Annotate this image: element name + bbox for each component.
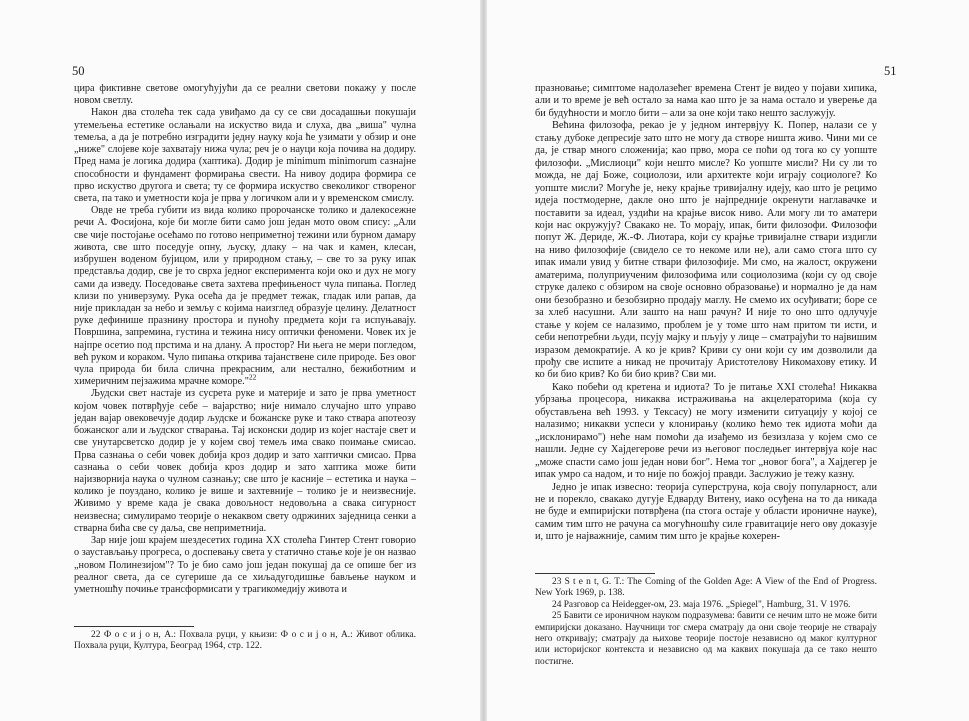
paragraph: Већина филозофа, рекао је у једном интервјуу К. Попер, налази се у стању дубоке депресије зато што не могу да створе ништа живо. Чини ми се да, је ствар много сложенија; као прво, мора се поћи од тога ко су уопште филозофи. „Мислиоци" који нешто мисле? Ко уопште мисли? Ни су ли то можда, не дај Боже, социолози, или архитекте који играју социологе? Ко уопште мисли? Могуће је, неку крајње тривијалну идеју, као што је рецимо идеја постмодерне, дакле оно што је најпрeдније окренути наглавачке и поставити за идеал, уздићи на крајње висок ниво. Али могу ли то аматери који нас окружују? Свакако не. То морају, ипак, бити филозофи. Филозофи попут Ж. Дериде, Ж.-Ф. Лиотара, који су крајње тривијалне ствари издигли на ниво филозофије (свидело се то некоме или не), али само стога што су ипак имали увид у битне ствари филозофије. Ми смо, на жалост, окружени аматерима, полуприученим филозофима или социолозима (који су од своје струке далеко с обзиром на своје основно образовање) и нормално је да нам они безобразно и безобзирно продају маглу. Не смемо их осуђивати; боре се за хлеб насушни. Али зашто на наш рачун? И није то оно што одлучује стање у којем се налазимо, проблем је у томе што нам притом ти исти, и себи непотребни људи, псују мајку и пљују у лице – сматрајући то највишим изразом демократије. А ко је крив? Криви су они који су им дозволили да прођу све испите а никад не прочитају Аристотелову Никомахову етику. И ко би био крив? Ко би био крив? Сви ми. xyxy=(535,120,877,381)
footnote: 25 Бавити се ироничном науком подразумева: бавити се нечим што не може бити емпиријски доказано. Научници тог смера сматрају да они своје теорије не стварају него откривају; сматрају да њихове теорије постоје независно од маког културног или историјског контекста и независно од ма каквих покушаја да се тако нешто постигне. xyxy=(535,611,877,667)
paragraph: Након два столећа тек сада увиђамо да су се сви досадашњи покушаји утемељења естетике ослањали на искуство вида и слуха, два „виша" чулна темеља, а да је потребно изградити једну науку која ће узимати у обзир и оне „ниже" слојеве које захватају нижа чула; реч је о науци која почива на додиру. Пред нама је логика додира (хаптика). Додир је minimum minimorum сазнајне способности и фундамент формирања свести. На нивоу додира формира се прво искуство другога и света; ту се формира искуство свеколиког створеног света, па тако и уметности која је прва у логичком али и у временском смислу. xyxy=(74,107,416,204)
body-text xyxy=(535,83,877,544)
footnote-ref: 22 xyxy=(248,372,257,382)
paragraph: празновање; симптоме надолазећег времена Стент је видео у појави хипика, али и то време је већ остало за нама као што је за нама остало и уверење да би будућности и могло бити – али за оне који тако нешто заслужују. xyxy=(535,83,877,119)
body-text xyxy=(74,83,416,596)
footnote-rule xyxy=(74,626,194,627)
paragraph-text: Овде не треба губити из вида колико пророчанске толико и далекосежне речи А. Фосијона, које би могле бити само још један мото овом спису: „Али све чије постојање осећамо по готово непримeтној тежини или бурном дамару живота, све што поседује опну, љуску, длаку – на чак и камен, клесан, избрушен воденом бујицом, или у природном стању, – све то за руку ипак представља додир, све је то сврха једног експеримента који око и дух не могу сами да изведу. Поседовање света захтева префињеност чула пипања. Поглед клизи по универзуму. Рука осећа да је предмет тежак, гладак или рапав, да није прикладан за небо и земљу с којима наизглед образује целину. Делатност руке дефинише празнину простора и пуноћу предмета који га испуњавају. Површина, запремина, густина и тежина нису оптички феномени. Човек их је најпре осетио под прстима и на длану. А простор? Ни њега не мери погледом, већ руком и кораком. Чуло пипања открива тајанствене силе природе. Без овог чула природа би била слична прекрасним, али нестално, бежиботним и химеричним пејзажима мрачне коморе." xyxy=(74,205,416,388)
footnote-rule xyxy=(535,573,655,574)
paragraph: Зар није још крајем шездесетих година ХХ столећа Гинтер Стент говорио о заустављању прогреса, о доспевању света у статично стање које је он назвао „новом Полинезијом"? То је био само још један покушај да се опише бег из реалног света, да се сугерише да се хиљадугодишње бављење науком и уметношћу почиње трансформисати у трагикомедију живота и xyxy=(74,535,416,595)
footnote: 22 Ф о с и ј о н, А.: Похвала руци, у књизи: Ф о с и ј о н, А.: Живот облика. Похвала руци, Култура, Београд 1964, стр. 122. xyxy=(74,630,416,652)
page-number: 50 xyxy=(72,64,85,78)
page-number: 51 xyxy=(884,64,897,78)
footnote: 23 S t e n t, G. T.: The Coming of the Golden Age: A View of the End of Progress. New York 1969, p. 138. xyxy=(535,577,877,599)
paragraph: Људски свет настаје из сусрета руке и материје и зато је прва уметност којом човек потврђује себе – вајарство; није нимало случајно што управо један вајар овековечује додир људске и божанске руке и тако ствара апотеозу божанског али и људског стварања. Тај исконски додир из којег настаје свет и све унутарсветско додир је у којем свој темељ има свако поимање смисао. Прва сазнања о себи човек добија кроз додир и зато хаптички смисао. Прва сазнања о себи човек добија кроз додир и зато хаптика може бити најизворнија наука о чулном сазнању; све што је каснијe – естетика и наука – колико је поуздано, колико је више и захтевније – толико је и неизвесније. Живимо у време када је свака довољност недовољна а свака сигурност неизвесна; симулирамо теорије о некаквом свету одржиних заједница сенки а стварна бића све су даља, све непримeтнија. xyxy=(74,388,416,534)
footnotes xyxy=(74,630,416,653)
footnotes xyxy=(535,577,877,668)
left-page xyxy=(0,0,482,721)
paragraph: цира фиктивне светове омогућујући да се реални светови покажу у после новом светлу. xyxy=(74,83,416,107)
paragraph xyxy=(74,205,416,388)
paragraph: Једно је ипак извесно: теорија суперструна, која своју популарност, али не и порекло, свакако дугује Едварду Витену, иако осуђена на то да никада не буде и емпиријски потврђена (па стога остаје у области ироничне науке), самим тим што не рачуна са могућношћу силе гравитације него ову доказује и, што је најважније, самим тим што је крајње кохерен- xyxy=(535,481,877,543)
paragraph: Како побећи од кретена и идиота? То је питање XXI столећа! Никаква убрзања процесора, никаква истраживања на акцелераторима (која су обустављена већ 1993. у Тексасу) не могу изменити ситуацију у којој се налазимо; никакви успеси у клонирању (колико ћемо тек идиота моћи да „исклонирамо") неће нам помоћи да изађемо из безизлаза у којем смо се нашли. Једне су Хајдегерове речи из његовог последњег интервјуа које нас „може спасти само још један нови бог". Нема тог „новог бога", а Хајдегер је ипак умро са надом, и то није по божјој правди. Заслужио је тежу казну. xyxy=(535,381,877,481)
footnote: 24 Разговор са Heidegger-ом, 23. маја 1976. „Spiegel", Hamburg, 31. V 1976. xyxy=(552,599,851,610)
